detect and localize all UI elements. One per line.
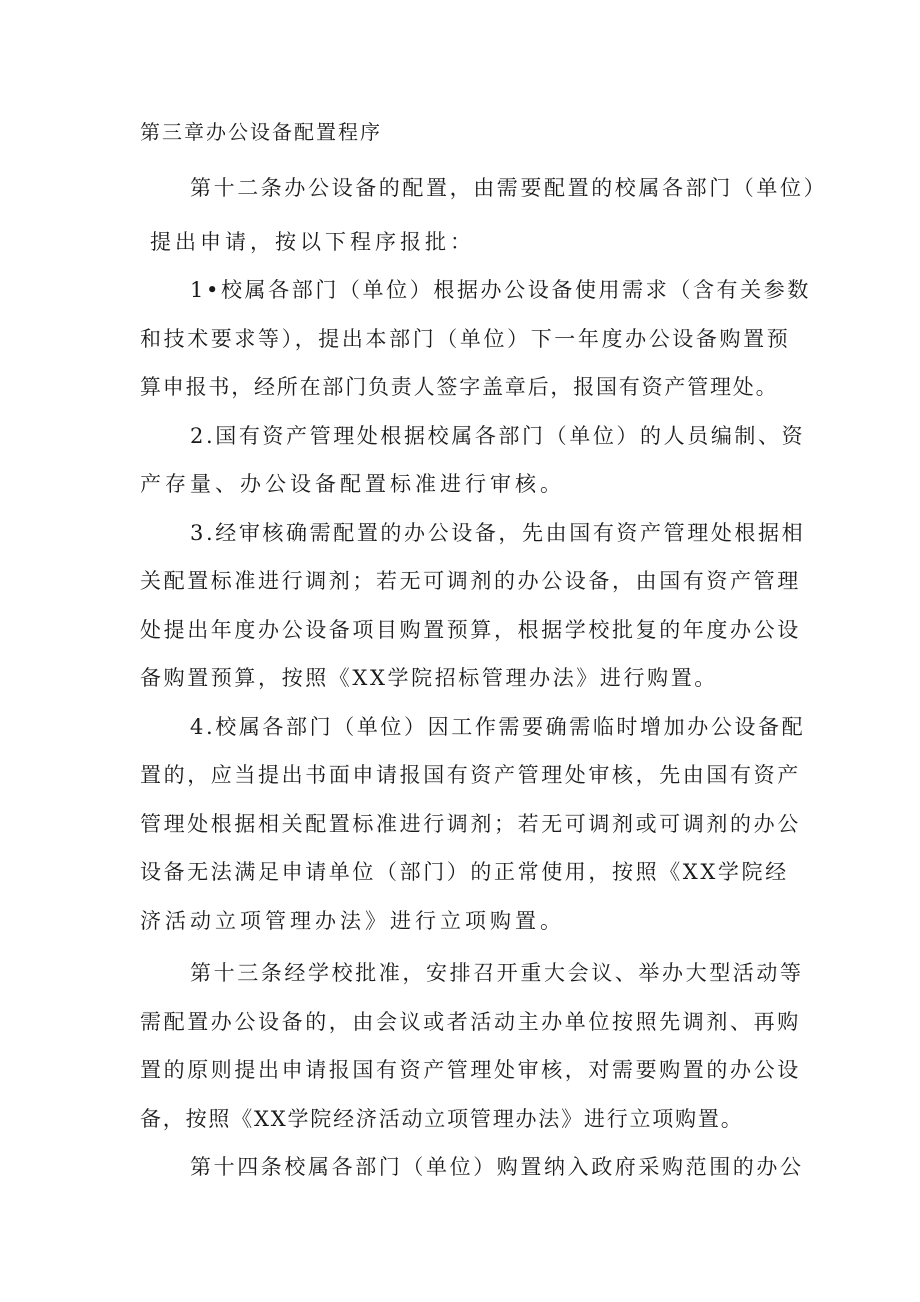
paragraph-line: 第十三条经学校批准，安排召开重大会议、举办大型活动等 bbox=[190, 961, 804, 985]
paragraph-line: 第十二条办公设备的配置，由需要配置的校属各部门（单位） bbox=[190, 176, 828, 200]
paragraph-line: 济活动立项管理办法》进行立项购置。 bbox=[140, 909, 565, 933]
paragraph-line: 第十四条校属各部门（单位）购置纳入政府采购范围的办公 bbox=[190, 1155, 804, 1179]
chapter-title: 第三章办公设备配置程序 bbox=[140, 120, 382, 144]
paragraph-line: 备购置预算，按照《XX学院招标管理办法》进行购置。 bbox=[140, 666, 718, 690]
paragraph-line: 处提出年度办公设备项目购置预算，根据学校批复的年度办公设 bbox=[140, 618, 801, 642]
paragraph-line: 3.经审核确需配置的办公设备，先由国有资产管理处根据相 bbox=[190, 521, 806, 545]
paragraph-line: 备，按照《XX学院经济活动立项管理办法》进行立项购置。 bbox=[140, 1107, 744, 1131]
paragraph-line: 设备无法满足申请单位（部门）的正常使用，按照《XX学院经 bbox=[140, 860, 789, 884]
paragraph-line: 产存量、办公设备配置标准进行审核。 bbox=[140, 472, 565, 496]
paragraph-line: 算申报书，经所在部门负责人签字盖章后，报国有资产管理处。 bbox=[140, 375, 779, 399]
paragraph-line: 关配置标准进行调剂；若无可调剂的办公设备，由国有资产管理 bbox=[140, 569, 801, 593]
paragraph-line: 4.校属各部门（单位）因工作需要确需临时增加办公设备配 bbox=[190, 715, 806, 739]
paragraph-line: 置的，应当提出书面申请报国有资产管理处审核，先由国有资产 bbox=[140, 763, 801, 787]
paragraph-line: 提出申请，按以下程序报批： bbox=[150, 230, 475, 254]
paragraph-line: 需配置办公设备的，由会议或者活动主办单位按照先调剂、再购 bbox=[140, 1010, 801, 1034]
paragraph-line: 2.国有资产管理处根据校属各部门（单位）的人员编制、资 bbox=[190, 424, 806, 448]
paragraph-line: 1•校属各部门（单位）根据办公设备使用需求（含有关参数 bbox=[190, 278, 811, 302]
paragraph-line: 置的原则提出申请报国有资产管理处审核，对需要购置的办公设 bbox=[140, 1058, 801, 1082]
paragraph-line: 管理处根据相关配置标准进行调剂；若无可调剂或可调剂的办公 bbox=[140, 812, 801, 836]
paragraph-line: 和技术要求等），提出本部门（单位）下一年度办公设备购置预 bbox=[140, 327, 791, 351]
